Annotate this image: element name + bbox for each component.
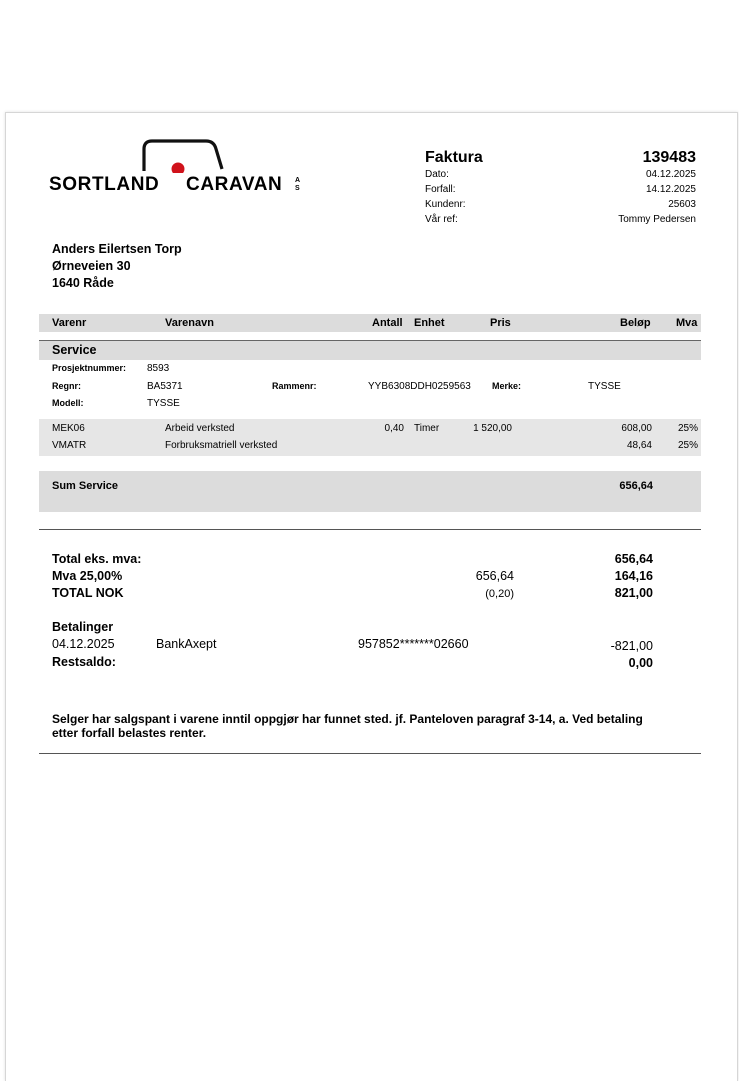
total-eks-label: Total eks. mva: <box>52 552 142 566</box>
rest-value: 0,00 <box>628 656 653 670</box>
mva-label: Mva 25,00% <box>52 569 123 583</box>
bottom-divider <box>39 753 701 754</box>
sum-service-label: Sum Service <box>52 480 119 492</box>
invoice-page <box>5 112 738 1081</box>
sum-service-value: 656,64 <box>619 480 653 492</box>
total-nok-value: 821,00 <box>614 586 653 600</box>
col-varenavn: Varenavn <box>165 317 214 329</box>
total-eks-value: 656,64 <box>614 552 653 566</box>
customer-street: Ørneveien 30 <box>52 259 131 273</box>
payment-card: 957852*******02660 <box>358 637 469 651</box>
row-antall: 0,40 <box>384 423 404 434</box>
company-suffix-bottom: S <box>295 185 300 192</box>
merke-label: Merke: <box>492 381 522 391</box>
col-belop: Beløp <box>620 317 651 329</box>
date-value: 04.12.2025 <box>645 169 696 180</box>
rammenr-label: Rammenr: <box>272 381 317 391</box>
col-varenr: Varenr <box>52 317 87 329</box>
col-pris: Pris <box>490 317 511 329</box>
terms-line-1: Selger har salgspant i varene inntil oppgjør har funnet sted. jf. Panteloven paragraf 3-14, a. Ved betaling <box>52 712 643 726</box>
total-nok-label: TOTAL NOK <box>52 586 124 600</box>
row-mva: 25% <box>677 423 698 434</box>
table-header-bar <box>39 314 701 332</box>
section-title: Service <box>52 343 97 357</box>
mva-base: 656,64 <box>475 569 514 583</box>
row-pris: 1 520,00 <box>473 423 512 434</box>
modell-label: Modell: <box>52 398 84 408</box>
regnr-value: BA5371 <box>147 381 183 392</box>
payment-date: 04.12.2025 <box>52 637 115 651</box>
date-label: Dato: <box>425 169 449 180</box>
company-suffix-top: A <box>295 177 301 184</box>
due-date-label: Forfall: <box>425 184 456 195</box>
payment-amount: -821,00 <box>610 639 653 653</box>
terms-line-2: etter forfall belastes renter. <box>52 726 207 740</box>
section-bar <box>39 340 701 360</box>
rest-label: Restsaldo: <box>52 655 116 669</box>
row-varenavn: Arbeid verksted <box>165 423 235 434</box>
customer-number-value: 25603 <box>668 199 696 210</box>
col-antall: Antall <box>372 317 403 329</box>
regnr-label: Regnr: <box>52 381 81 391</box>
modell-value: TYSSE <box>147 398 180 409</box>
project-number-label: Prosjektnummer: <box>52 363 127 373</box>
col-enhet: Enhet <box>414 317 445 329</box>
rammenr-value: YYB6308DDH0259563 <box>368 381 471 392</box>
row-varenr: MEK06 <box>52 423 85 434</box>
due-date-value: 14.12.2025 <box>645 184 696 195</box>
col-mva: Mva <box>676 317 698 329</box>
row-mva: 25% <box>677 440 698 451</box>
row-varenavn: Forbruksmatriell verksted <box>165 440 278 451</box>
invoice-title: Faktura <box>425 149 483 166</box>
our-ref-label: Vår ref: <box>425 214 458 225</box>
row-varenr: VMATR <box>52 440 87 451</box>
payments-title: Betalinger <box>52 620 114 634</box>
caravan-outline-icon <box>136 139 226 173</box>
company-name-left: SORTLAND <box>49 174 160 195</box>
customer-name: Anders Eilertsen Torp <box>52 242 182 256</box>
payment-method: BankAxept <box>156 637 217 651</box>
mva-value: 164,16 <box>614 569 653 583</box>
divider <box>39 529 701 530</box>
customer-number-label: Kundenr: <box>425 199 466 210</box>
company-name-right: CARAVAN <box>186 174 283 195</box>
project-number-value: 8593 <box>147 363 170 374</box>
customer-postal: 1640 Råde <box>52 276 114 290</box>
our-ref-value: Tommy Pedersen <box>618 214 696 225</box>
row-belop: 48,64 <box>626 440 652 451</box>
rounding-value: (0,20) <box>485 588 514 600</box>
row-belop: 608,00 <box>621 423 652 434</box>
invoice-number: 139483 <box>642 149 696 166</box>
row-enhet: Timer <box>414 423 440 434</box>
merke-value: TYSSE <box>588 381 621 392</box>
